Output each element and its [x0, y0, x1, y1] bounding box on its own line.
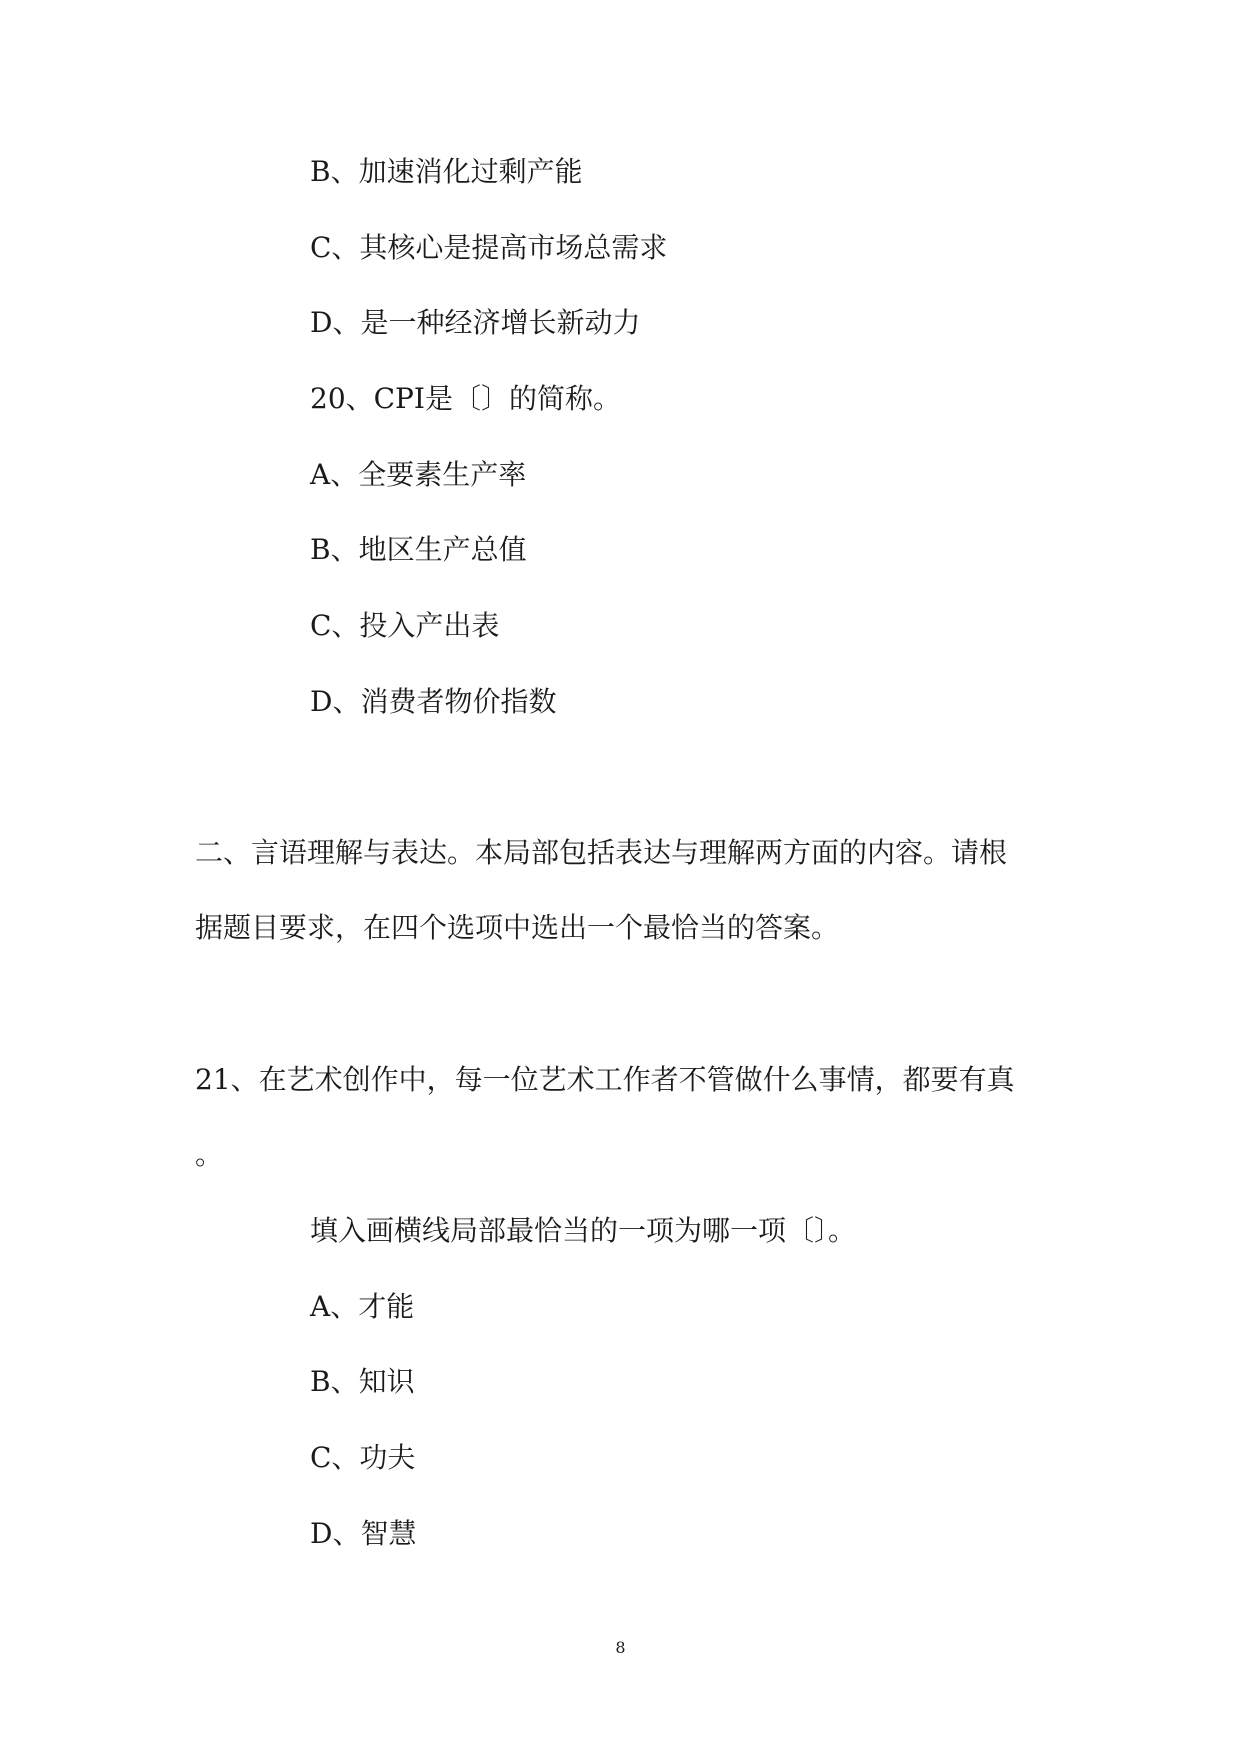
- q20-option-c: C、投入产出表: [310, 609, 500, 642]
- q19-option-d: D、是一种经济增长新动力: [310, 306, 641, 339]
- q20-option-d: D、消费者物价指数: [310, 685, 557, 718]
- q19-option-b: B、加速消化过剩产能: [310, 155, 583, 188]
- q20-question: 20、CPI是〔〕的简称。: [310, 382, 621, 415]
- q19-option-c: C、其核心是提高市场总需求: [310, 231, 668, 264]
- q20-option-b: B、地区生产总值: [310, 533, 527, 566]
- q21-option-a: A、才能: [310, 1290, 415, 1323]
- section2-heading-line1: 二、言语理解与表达。本局部包括表达与理解两方面的内容。请根: [195, 836, 1008, 869]
- q21-option-b: B、知识: [310, 1365, 415, 1398]
- q21-question-line2: 。: [195, 1138, 224, 1171]
- q21-question-line1: 21、在艺术创作中，每一位艺术工作者不管做什么事情，都要有真: [195, 1063, 1015, 1096]
- section2-heading-line2: 据题目要求，在四个选项中选出一个最恰当的答案。: [195, 911, 840, 944]
- q20-option-a: A、全要素生产率: [310, 458, 527, 491]
- q21-option-c: C、功夫: [310, 1441, 416, 1474]
- q21-prompt: 填入画横线局部最恰当的一项为哪一项〔〕。: [310, 1214, 857, 1247]
- q21-option-d: D、智慧: [310, 1517, 417, 1550]
- page-number: 8: [615, 1638, 626, 1657]
